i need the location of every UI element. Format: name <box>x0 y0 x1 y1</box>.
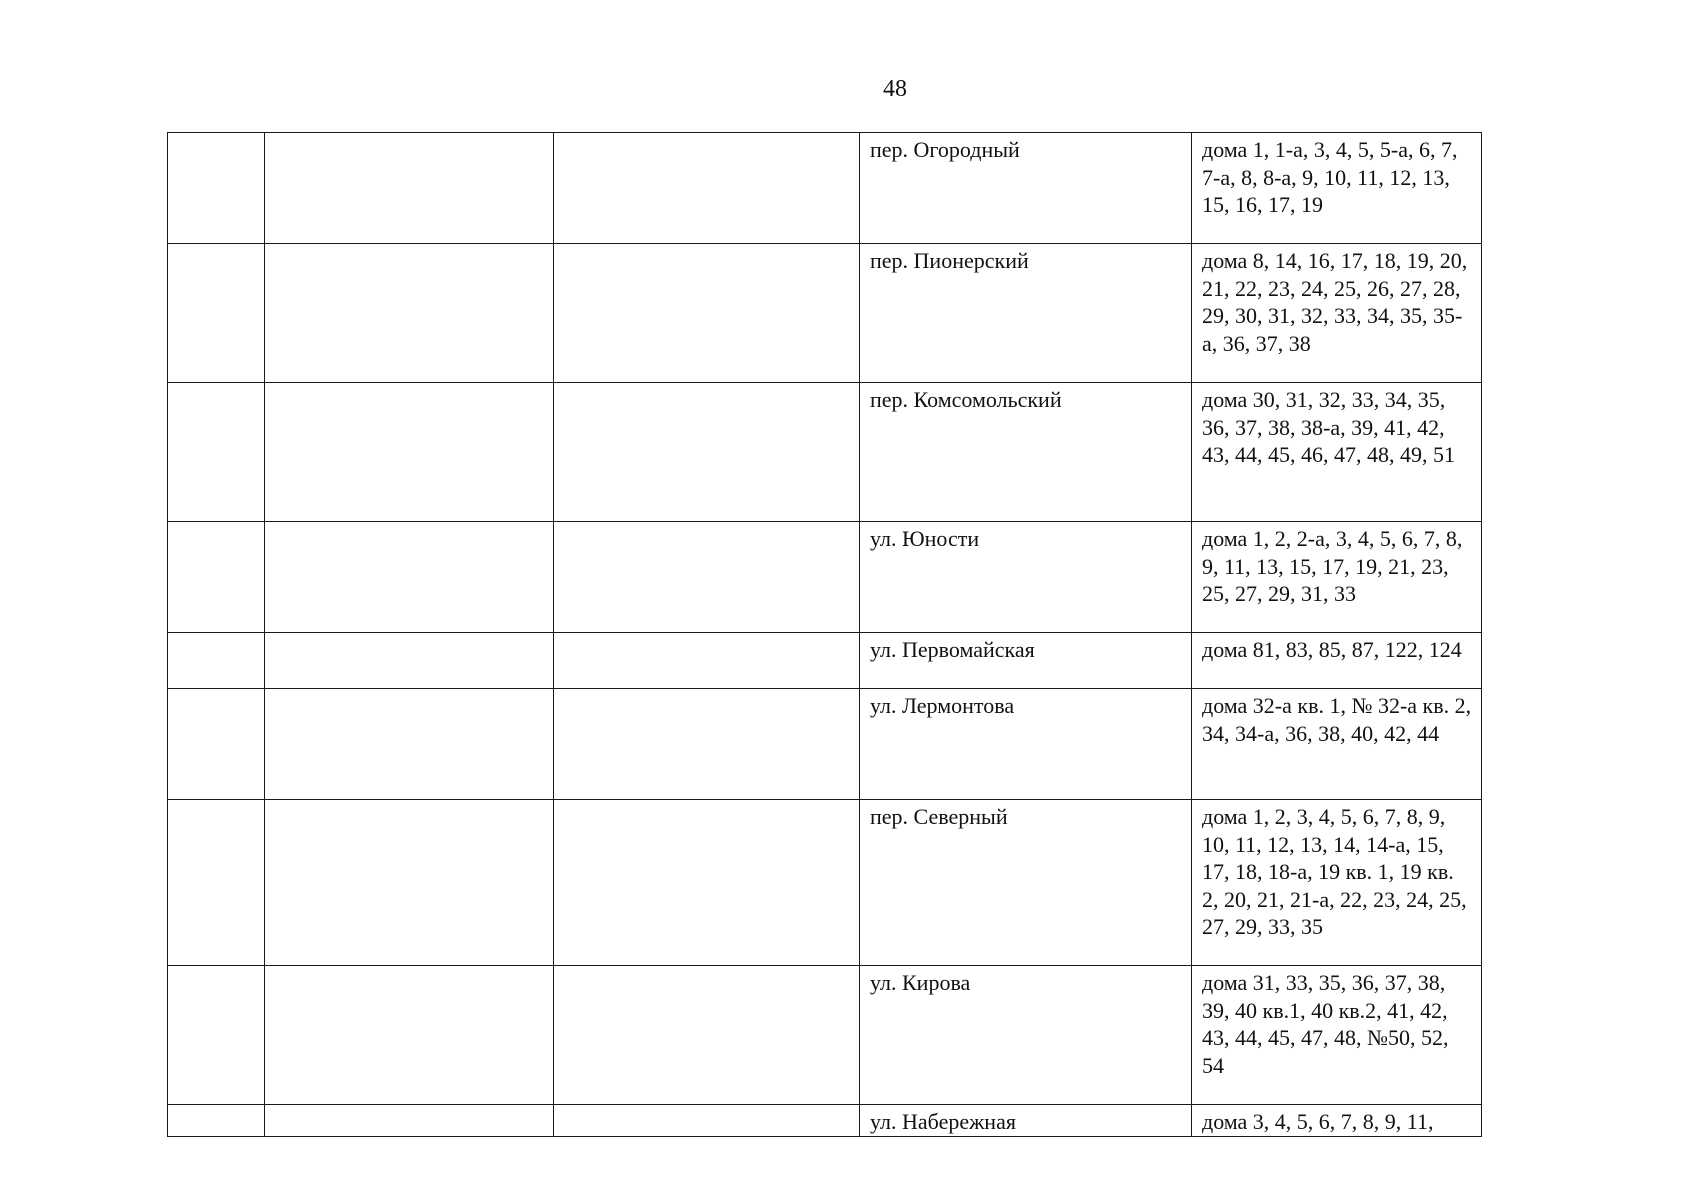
street-cell: ул. Лермонтова <box>860 689 1192 800</box>
table-row <box>168 800 1482 966</box>
houses-cell: дома 31, 33, 35, 36, 37, 38, 39, 40 кв.1, 40 кв.2, 41, 42, 43, 44, 45, 47, 48, №50, 52, 54 <box>1192 966 1482 1105</box>
street-cell: пер. Огородный <box>860 133 1192 244</box>
empty-cell <box>168 689 265 800</box>
page-number: 48 <box>883 76 907 102</box>
houses-cell: дома 3, 4, 5, 6, 7, 8, 9, 11, <box>1192 1105 1482 1137</box>
table-row <box>168 244 1482 383</box>
empty-cell <box>168 244 265 383</box>
houses-cell: дома 1, 2, 3, 4, 5, 6, 7, 8, 9, 10, 11, 12, 13, 14, 14-а, 15, 17, 18, 18-а, 19 кв. 1, 19 кв. 2, 20, 21, 21-а, 22, 23, 24, 25, 27, 29, 33, 35 <box>1192 800 1482 966</box>
empty-cell <box>265 633 554 689</box>
street-cell: пер. Пионерский <box>860 244 1192 383</box>
empty-cell <box>168 1105 265 1137</box>
street-cell: ул. Набережная <box>860 1105 1192 1137</box>
street-cell: ул. Первомайская <box>860 633 1192 689</box>
empty-cell <box>168 633 265 689</box>
empty-cell <box>554 800 860 966</box>
empty-cell <box>168 800 265 966</box>
empty-cell <box>554 1105 860 1137</box>
houses-cell: дома 1, 1-а, 3, 4, 5, 5-а, 6, 7, 7-а, 8, 8-а, 9, 10, 11, 12, 13, 15, 16, 17, 19 <box>1192 133 1482 244</box>
empty-cell <box>265 244 554 383</box>
empty-cell <box>265 800 554 966</box>
empty-cell <box>554 133 860 244</box>
houses-cell: дома 8, 14, 16, 17, 18, 19, 20, 21, 22, 23, 24, 25, 26, 27, 28, 29, 30, 31, 32, 33, 34, 35, 35-а, 36, 37, 38 <box>1192 244 1482 383</box>
houses-cell: дома 30, 31, 32, 33, 34, 35, 36, 37, 38, 38-а, 39, 41, 42, 43, 44, 45, 46, 47, 48, 49, 51 <box>1192 383 1482 522</box>
houses-cell: дома 81, 83, 85, 87, 122, 124 <box>1192 633 1482 689</box>
table-row <box>168 133 1482 244</box>
street-cell: ул. Юности <box>860 522 1192 633</box>
empty-cell <box>168 133 265 244</box>
empty-cell <box>554 966 860 1105</box>
empty-cell <box>554 244 860 383</box>
empty-cell <box>265 133 554 244</box>
table-row <box>168 1105 1482 1137</box>
table-row <box>168 383 1482 522</box>
houses-cell: дома 1, 2, 2-а, 3, 4, 5, 6, 7, 8, 9, 11, 13, 15, 17, 19, 21, 23, 25, 27, 29, 31, 33 <box>1192 522 1482 633</box>
table-row <box>168 633 1482 689</box>
empty-cell <box>554 689 860 800</box>
houses-cell: дома 32-а кв. 1, № 32-а кв. 2, 34, 34-а, 36, 38, 40, 42, 44 <box>1192 689 1482 800</box>
empty-cell <box>168 383 265 522</box>
street-cell: пер. Комсомольский <box>860 383 1192 522</box>
empty-cell <box>554 633 860 689</box>
table-row <box>168 522 1482 633</box>
empty-cell <box>168 966 265 1105</box>
empty-cell <box>554 383 860 522</box>
empty-cell <box>168 522 265 633</box>
empty-cell <box>265 689 554 800</box>
table-row <box>168 689 1482 800</box>
table-row <box>168 966 1482 1105</box>
address-table <box>167 132 1482 1137</box>
empty-cell <box>265 522 554 633</box>
empty-cell <box>265 966 554 1105</box>
empty-cell <box>554 522 860 633</box>
street-cell: ул. Кирова <box>860 966 1192 1105</box>
empty-cell <box>265 1105 554 1137</box>
empty-cell <box>265 383 554 522</box>
street-cell: пер. Северный <box>860 800 1192 966</box>
